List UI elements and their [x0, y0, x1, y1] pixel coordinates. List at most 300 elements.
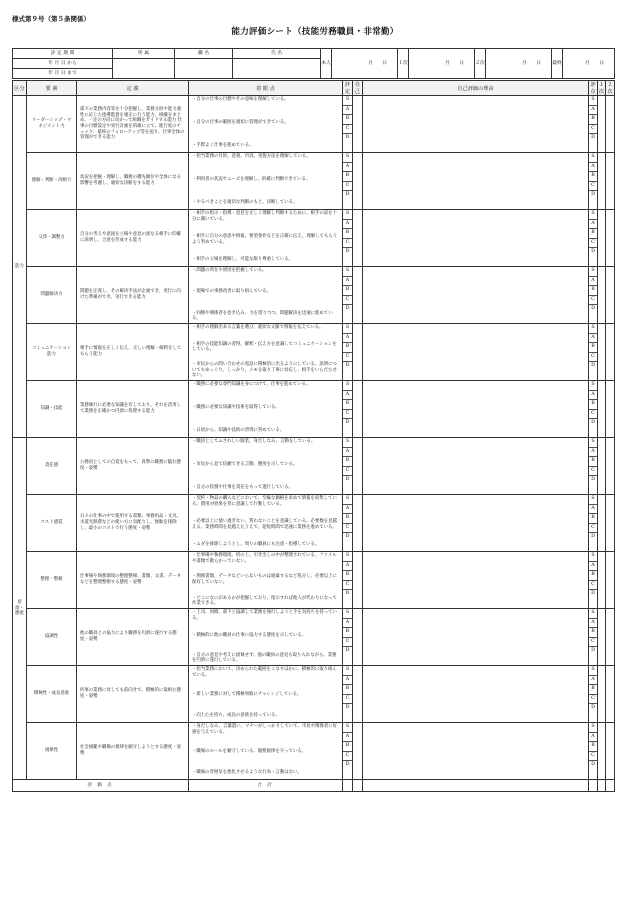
- total-label: 合 計: [189, 780, 343, 792]
- grade-option[interactable]: S: [343, 210, 352, 220]
- reason-field[interactable]: [363, 666, 589, 723]
- element-definition: 状況を把握・理解し、職務の優先順位や全体になる影響を考慮し、適切な決断をする能力: [77, 153, 189, 210]
- first-eval-field[interactable]: [598, 267, 606, 324]
- grade-option[interactable]: C: [589, 125, 597, 135]
- first-eval-field[interactable]: [598, 495, 606, 552]
- table-row: [13, 552, 615, 609]
- col-self: 自己: [353, 81, 363, 96]
- grade-option[interactable]: C: [343, 638, 352, 648]
- grade-option[interactable]: S: [589, 267, 597, 277]
- grade-option[interactable]: B: [589, 742, 597, 752]
- reason-field[interactable]: [363, 552, 589, 609]
- first-eval-field[interactable]: [598, 96, 606, 153]
- score-label: 評 価 点: [13, 780, 189, 792]
- element-name: コミュニケーション能力: [27, 324, 77, 381]
- grade-option[interactable]: A: [343, 448, 352, 458]
- grade-option[interactable]: D: [345, 135, 350, 140]
- col-eval: 評点: [590, 82, 596, 95]
- table-row: [13, 495, 615, 552]
- grade-option[interactable]: D: [591, 534, 595, 539]
- position-label: 職 名: [175, 49, 233, 59]
- grade-option[interactable]: B: [589, 286, 597, 296]
- grade-option[interactable]: A: [589, 619, 597, 629]
- grade-option[interactable]: C: [343, 410, 352, 420]
- viewpoint-item: ・職場のルールを順守している。服務規律を守っている。: [192, 748, 307, 754]
- second-eval-field[interactable]: [606, 210, 615, 267]
- grade-option[interactable]: B: [589, 457, 597, 467]
- grade-option[interactable]: B: [589, 514, 597, 524]
- grade-option[interactable]: S: [589, 723, 597, 733]
- grade-option[interactable]: D: [345, 591, 350, 596]
- viewpoints-cell: [189, 495, 343, 552]
- grade-option[interactable]: S: [589, 666, 597, 676]
- grade-option[interactable]: A: [343, 619, 352, 629]
- viewpoints-cell: [189, 267, 343, 324]
- grade-option[interactable]: B: [343, 685, 352, 695]
- eval-grade-scale[interactable]: [589, 267, 598, 324]
- grade-option[interactable]: C: [343, 695, 352, 705]
- total-first[interactable]: [598, 780, 606, 792]
- first-eval-field[interactable]: [598, 210, 606, 267]
- grade-option[interactable]: A: [343, 562, 352, 572]
- grade-option[interactable]: D: [345, 249, 350, 254]
- grade-option[interactable]: A: [589, 220, 597, 230]
- element-definition: 業務執行に必要な知識を有しており、それを活用して業務を正確かつ円滑に処理する能力: [77, 381, 189, 438]
- self-grade-field[interactable]: [353, 96, 363, 153]
- grade-option[interactable]: A: [343, 676, 352, 686]
- grade-option[interactable]: D: [345, 762, 350, 767]
- viewpoints-cell: [189, 609, 343, 666]
- first-eval-field[interactable]: [598, 153, 606, 210]
- first-eval-field[interactable]: [598, 381, 606, 438]
- grade-option[interactable]: A: [589, 106, 597, 116]
- grade-option[interactable]: A: [589, 676, 597, 686]
- table-row: [13, 666, 615, 723]
- grade-option[interactable]: A: [589, 733, 597, 743]
- element-definition: 問題を定義し、その解決手法が企画でき、実行に向けた準備ができ、実行できる能力: [77, 267, 189, 324]
- viewpoint-item: ・上司、同僚、部下と協調して業務を執行しようと手を気持ちを持っている。: [192, 610, 337, 621]
- grade-option[interactable]: S: [589, 438, 597, 448]
- first-eval-field[interactable]: [598, 438, 606, 495]
- viewpoints-cell: [189, 381, 343, 438]
- grade-option[interactable]: D: [345, 477, 350, 482]
- self-grade-field[interactable]: [353, 324, 363, 381]
- grade-option[interactable]: S: [343, 495, 352, 505]
- col-first: １次: [598, 82, 605, 95]
- element-name: 整理・整頓: [27, 552, 77, 609]
- element-name: 交渉・調整力: [27, 210, 77, 267]
- grade-option[interactable]: C: [589, 353, 597, 363]
- viewpoint-item: ・利用者の状況やニーズを理解し、的確に判断できている。: [192, 177, 311, 182]
- grade-option[interactable]: A: [343, 505, 352, 515]
- grade-option[interactable]: C: [589, 296, 597, 306]
- grade-option[interactable]: S: [343, 381, 352, 391]
- self-grade-scale[interactable]: [343, 96, 353, 153]
- col-points: 着 眼 点: [189, 81, 343, 96]
- eval-grade-scale[interactable]: [589, 381, 598, 438]
- self-grade-field[interactable]: [353, 552, 363, 609]
- second-eval-field[interactable]: [606, 96, 615, 153]
- self-grade-scale[interactable]: [343, 438, 353, 495]
- grade-option[interactable]: D: [591, 648, 595, 653]
- eval-grade-scale[interactable]: [589, 495, 598, 552]
- grade-option[interactable]: C: [589, 752, 597, 762]
- self-grade-scale[interactable]: [343, 495, 353, 552]
- first-eval-field[interactable]: [598, 324, 606, 381]
- grade-option[interactable]: A: [343, 334, 352, 344]
- grade-option[interactable]: C: [589, 182, 597, 192]
- self-grade-field[interactable]: [353, 267, 363, 324]
- reason-field[interactable]: [363, 210, 589, 267]
- viewpoint-item: ・職務に必要な知識や技術を取得している。: [192, 405, 280, 410]
- second-eval-field[interactable]: [606, 324, 615, 381]
- first-eval-field[interactable]: [598, 723, 606, 780]
- dept-field[interactable]: [113, 59, 175, 79]
- grade-option[interactable]: A: [589, 448, 597, 458]
- reason-field[interactable]: [363, 267, 589, 324]
- element-name: 知識・技能: [27, 381, 77, 438]
- viewpoint-item: ・仕事場や執務環境、机の上、引き出しの中が整理されている。ファイルや書類で散らかっていない。: [192, 553, 337, 564]
- grade-option[interactable]: D: [345, 363, 350, 368]
- self-grade-scale[interactable]: [343, 381, 353, 438]
- grade-option[interactable]: B: [343, 115, 352, 125]
- grade-option[interactable]: D: [345, 192, 350, 197]
- eval-grade-scale[interactable]: [589, 324, 598, 381]
- grade-option[interactable]: D: [591, 135, 595, 140]
- grade-option[interactable]: C: [589, 581, 597, 591]
- self-grade-scale[interactable]: [343, 666, 353, 723]
- name-label: 氏 名: [233, 49, 321, 59]
- second-eval-field[interactable]: [606, 495, 615, 552]
- grade-option[interactable]: A: [589, 163, 597, 173]
- grade-option[interactable]: S: [589, 552, 597, 562]
- grade-option[interactable]: D: [591, 420, 595, 425]
- col-reason: 自己評価の理由: [363, 81, 589, 96]
- grade-option[interactable]: S: [343, 723, 352, 733]
- col-element: 要 素: [27, 81, 77, 96]
- grade-option[interactable]: C: [343, 581, 352, 591]
- grade-option[interactable]: D: [591, 363, 595, 368]
- grade-option[interactable]: A: [589, 391, 597, 401]
- second-eval-field[interactable]: [606, 267, 615, 324]
- reason-field[interactable]: [363, 438, 589, 495]
- grade-option[interactable]: B: [589, 115, 597, 125]
- self-grade-scale[interactable]: [343, 153, 353, 210]
- period-to[interactable]: 年 月 日 まで: [13, 69, 113, 79]
- eval-grade-scale[interactable]: [589, 153, 598, 210]
- second-date[interactable]: 月 日: [486, 49, 552, 79]
- second-eval-field[interactable]: [606, 438, 615, 495]
- final-label: 最終: [552, 49, 563, 79]
- table-row: [13, 609, 615, 666]
- viewpoint-item: ・市民から見て信頼できる言動、態度を示している。: [192, 462, 298, 467]
- viewpoint-item: ・積極的に他の職員の仕事に協力する態度を示している。: [192, 633, 307, 638]
- second-eval-field[interactable]: [606, 381, 615, 438]
- grade-option[interactable]: B: [343, 172, 352, 182]
- grade-option[interactable]: B: [589, 343, 597, 353]
- viewpoint-item: ・担当業務の目的、意義、内容、実施方法を理解している。: [192, 154, 311, 159]
- first-date[interactable]: 月 日: [409, 49, 475, 79]
- eval-grade-scale[interactable]: [589, 723, 598, 780]
- element-name: 責任感: [27, 438, 77, 495]
- eval-grade-scale[interactable]: [589, 210, 598, 267]
- category-label: 意欲・態度: [13, 438, 27, 780]
- reason-field[interactable]: [363, 381, 589, 438]
- second-eval-field[interactable]: [606, 666, 615, 723]
- grade-option[interactable]: B: [589, 571, 597, 581]
- viewpoint-item: ・職務に必要な専門知識を身につけて、仕事を進めている。: [192, 382, 311, 387]
- grade-option[interactable]: D: [591, 306, 595, 311]
- grade-option[interactable]: B: [343, 343, 352, 353]
- reason-field[interactable]: [363, 723, 589, 780]
- grade-option[interactable]: B: [343, 514, 352, 524]
- grade-option[interactable]: A: [343, 163, 352, 173]
- self-grade-field[interactable]: [353, 381, 363, 438]
- table-row: [13, 267, 615, 324]
- element-definition: 社会規範や職場の規律を順守しようとする態度・姿勢: [77, 723, 189, 780]
- grade-option[interactable]: C: [343, 524, 352, 534]
- grade-option[interactable]: C: [589, 695, 597, 705]
- grade-option[interactable]: D: [591, 762, 595, 767]
- viewpoint-item: ・問題の所在や原因を把握している。: [192, 268, 267, 273]
- grade-option[interactable]: D: [345, 420, 350, 425]
- viewpoints-cell: [189, 552, 343, 609]
- second-eval-field[interactable]: [606, 723, 615, 780]
- grade-option[interactable]: A: [343, 391, 352, 401]
- dept-label: 所 属: [113, 49, 175, 59]
- viewpoint-item: ・自分の意見や考えに固執せず、他の職員の意見も取り入れながら、業務を円滑に遂行している。: [192, 652, 337, 664]
- grade-option[interactable]: D: [345, 306, 350, 311]
- second-eval-field[interactable]: [606, 609, 615, 666]
- total-self2[interactable]: [353, 780, 363, 792]
- position-field[interactable]: [175, 59, 233, 79]
- viewpoint-item: ・自分の仕事の目標やその意味を理解している。: [192, 97, 289, 102]
- grade-option[interactable]: C: [589, 638, 597, 648]
- table-row: [13, 723, 615, 780]
- grade-option[interactable]: B: [343, 457, 352, 467]
- name-field[interactable]: [233, 59, 321, 79]
- self-grade-scale[interactable]: [343, 609, 353, 666]
- viewpoint-item: ・どこになにがあるかが把握しており、指示すれば他人が代わりになって作業できる。: [192, 595, 337, 607]
- second-label: ２次: [475, 49, 486, 79]
- self-grade-field[interactable]: [353, 609, 363, 666]
- grade-option[interactable]: C: [343, 353, 352, 363]
- viewpoint-item: ・日頃から、知識や技術の習得に努めている。: [192, 428, 285, 433]
- eval-grade-scale[interactable]: [589, 609, 598, 666]
- header-table: [12, 48, 615, 79]
- viewpoint-item: ・ムダを排除しようとし、周りの職員にも注意・指導している。: [192, 542, 320, 547]
- grade-option[interactable]: S: [589, 609, 597, 619]
- element-definition: 日々の仕事の中で使用する書類、事務用品・文具、水道光熱費などの使い方に気配りし、無駄を排除し、最小のコストで行う態度・姿勢: [77, 495, 189, 552]
- grade-option[interactable]: B: [589, 172, 597, 182]
- self-grade-field[interactable]: [353, 723, 363, 780]
- total-second[interactable]: [606, 780, 615, 792]
- eval-grade-scale[interactable]: [589, 666, 598, 723]
- grade-option[interactable]: C: [589, 239, 597, 249]
- first-eval-field[interactable]: [598, 666, 606, 723]
- self-grade-field[interactable]: [353, 438, 363, 495]
- self-grade-field[interactable]: [353, 153, 363, 210]
- grade-option[interactable]: S: [589, 495, 597, 505]
- grade-option[interactable]: A: [343, 277, 352, 287]
- grade-option[interactable]: C: [343, 182, 352, 192]
- viewpoint-item: ・現場での事務改善に取り組んでいる。: [192, 289, 272, 295]
- viewpoints-cell: [189, 723, 343, 780]
- viewpoint-item: ・相手に自分の意思や情報、要望条件などを正確に伝え、理解してもらうよう努めている。: [192, 234, 338, 245]
- element-name: コスト感覚: [27, 495, 77, 552]
- self-grade-field[interactable]: [353, 495, 363, 552]
- main-table: [12, 80, 615, 792]
- element-definition: 自分の考えや意図を立場や意見の異なる相手に的確に説明し、合意を形成する能力: [77, 210, 189, 267]
- grade-option[interactable]: C: [589, 524, 597, 534]
- grade-option[interactable]: S: [343, 438, 352, 448]
- element-definition: 公務員としての自覚をもって、真摯に職務に臨む態度・姿勢: [77, 438, 189, 495]
- grade-option[interactable]: B: [589, 400, 597, 410]
- eval-grade-scale[interactable]: [589, 438, 598, 495]
- element-name: 協調性: [27, 609, 77, 666]
- grade-option[interactable]: S: [589, 381, 597, 391]
- second-eval-field[interactable]: [606, 552, 615, 609]
- grade-option[interactable]: D: [591, 705, 595, 710]
- grade-option[interactable]: C: [343, 752, 352, 762]
- reason-field[interactable]: [363, 96, 589, 153]
- self-grade-field[interactable]: [353, 210, 363, 267]
- grade-option[interactable]: A: [343, 733, 352, 743]
- grade-option[interactable]: B: [343, 400, 352, 410]
- viewpoint-item: ・職員としてふさわしい服装、身だしなみ、言動をしている。: [192, 439, 316, 444]
- grade-option[interactable]: D: [591, 192, 595, 197]
- element-name: 積極性・成長意欲: [27, 666, 77, 723]
- viewpoint-item: ・担当業務において、決められた範囲をこなすほかに、積極的に取り組んでいる。: [192, 667, 337, 678]
- grade-option[interactable]: S: [343, 609, 352, 619]
- self-date[interactable]: 月 日: [332, 49, 398, 79]
- grade-option[interactable]: A: [343, 106, 352, 116]
- viewpoint-item: ・身だしなみ、言葉遣い、マナーがしっかりしていて、市民や関係者に好感を与えている。: [192, 724, 338, 735]
- element-name: 規律性: [27, 723, 77, 780]
- grade-option[interactable]: D: [591, 591, 595, 596]
- table-row: [13, 96, 615, 153]
- page-title: 能力評価シート（技能労務職員・非常勤）: [231, 27, 399, 37]
- viewpoint-item: ・自分の役割や仕事を責任をもって遂行している。: [192, 485, 293, 490]
- first-label: １次: [398, 49, 409, 79]
- grade-option[interactable]: A: [589, 505, 597, 515]
- grade-option[interactable]: B: [343, 628, 352, 638]
- grade-option[interactable]: A: [589, 562, 597, 572]
- self-grade-scale[interactable]: [343, 552, 353, 609]
- grade-option[interactable]: A: [343, 220, 352, 230]
- reason-field[interactable]: [363, 609, 589, 666]
- reason-field[interactable]: [363, 324, 589, 381]
- grade-option[interactable]: C: [343, 467, 352, 477]
- main-body: [13, 96, 615, 780]
- self-grade-scale[interactable]: [343, 723, 353, 780]
- viewpoints-cell: [189, 666, 343, 723]
- viewpoints-cell: [189, 438, 343, 495]
- first-eval-field[interactable]: [598, 609, 606, 666]
- reason-field[interactable]: [363, 495, 589, 552]
- viewpoints-cell: [189, 210, 343, 267]
- viewpoint-item: ・手際よく仕事を進めている。: [192, 143, 254, 148]
- reason-field[interactable]: [363, 153, 589, 210]
- table-row: [13, 438, 615, 495]
- viewpoints-cell: [189, 153, 343, 210]
- form-number: 様式第９号（第５条関係）: [12, 15, 90, 23]
- viewpoint-item: ・新しい業務に対して積極果敢にチャレンジしている。: [192, 691, 302, 697]
- grade-option[interactable]: S: [343, 552, 352, 562]
- viewpoint-item: ・相手の指示・指導・意見を正しく理解し判断するために、相手の話を十分に聞いている。: [192, 211, 337, 222]
- period-label: 評 定 期 間: [13, 49, 113, 59]
- grade-option[interactable]: D: [345, 648, 350, 653]
- grade-option[interactable]: S: [343, 153, 352, 163]
- table-row: [13, 153, 615, 210]
- grade-option[interactable]: S: [589, 153, 597, 163]
- grade-option[interactable]: S: [589, 210, 597, 220]
- grade-option[interactable]: C: [343, 296, 352, 306]
- grade-option[interactable]: S: [589, 96, 597, 106]
- col-division: 区分: [13, 81, 27, 96]
- grade-option[interactable]: S: [343, 666, 352, 676]
- grade-option[interactable]: D: [591, 249, 595, 254]
- grade-option[interactable]: C: [343, 125, 352, 135]
- self-grade-scale[interactable]: [343, 324, 353, 381]
- grade-option[interactable]: B: [343, 286, 352, 296]
- grade-option[interactable]: S: [343, 96, 352, 106]
- grade-option[interactable]: B: [343, 742, 352, 752]
- grade-option[interactable]: C: [343, 239, 352, 249]
- grade-option[interactable]: B: [343, 571, 352, 581]
- viewpoint-item: ・向上心を持ち、成長の意欲を持っている。: [192, 713, 280, 718]
- element-definition: 部下の業務内容等を十分把握し、業務分担や能力適性に応じた指導監督を適正に行う能力、組織をまとめ、一定の方向に向かって組織をガイドする能力 仕事の目標設定や実行計画を的確に立て、進行度のチェック、最終のフォローアップ等を図り、仕事全体の管理ができる能力: [77, 96, 189, 153]
- grade-option[interactable]: D: [345, 534, 350, 539]
- total-eval[interactable]: [589, 780, 598, 792]
- first-eval-field[interactable]: [598, 552, 606, 609]
- total-reason: [363, 780, 589, 792]
- element-name: 理解・判断・決断力: [27, 153, 77, 210]
- self-grade-scale[interactable]: [343, 210, 353, 267]
- grade-option[interactable]: C: [589, 467, 597, 477]
- grade-option[interactable]: B: [343, 229, 352, 239]
- col-second: ２次: [607, 82, 613, 95]
- grade-option[interactable]: A: [589, 277, 597, 287]
- final-date[interactable]: 月 日: [563, 49, 615, 79]
- self-grade-field[interactable]: [353, 666, 363, 723]
- grade-option[interactable]: A: [589, 334, 597, 344]
- viewpoint-item: ・関係書類、データなどいらないものは廃棄するなど処分し、必要以上に保有していない。: [192, 574, 337, 585]
- element-definition: 相手に情報を正しく伝え、正しい理解・解釈をしてもらう能力: [77, 324, 189, 381]
- element-definition: 何事の業務に対しても前向きで、積極的に取組む態度・姿勢: [77, 666, 189, 723]
- col-self-rating: 評定: [343, 81, 353, 96]
- period-from[interactable]: 年 月 日 から: [13, 59, 113, 69]
- grade-option[interactable]: S: [589, 324, 597, 334]
- self-grade-scale[interactable]: [343, 267, 353, 324]
- grade-option[interactable]: S: [343, 324, 352, 334]
- grade-option[interactable]: B: [589, 229, 597, 239]
- grade-option[interactable]: D: [345, 705, 350, 710]
- self-label: 本人: [321, 49, 332, 79]
- viewpoints-cell: [189, 96, 343, 153]
- total-self[interactable]: [343, 780, 353, 792]
- grade-option[interactable]: C: [589, 410, 597, 420]
- grade-option[interactable]: B: [589, 685, 597, 695]
- grade-option[interactable]: S: [343, 267, 352, 277]
- grade-option[interactable]: B: [589, 628, 597, 638]
- eval-grade-scale[interactable]: [589, 552, 598, 609]
- second-eval-field[interactable]: [606, 153, 615, 210]
- grade-option[interactable]: D: [591, 477, 595, 482]
- eval-grade-scale[interactable]: [589, 96, 598, 153]
- element-definition: 他の職員との協力により職務を円滑に遂行する態度・姿勢: [77, 609, 189, 666]
- category-label: 能力: [13, 96, 27, 438]
